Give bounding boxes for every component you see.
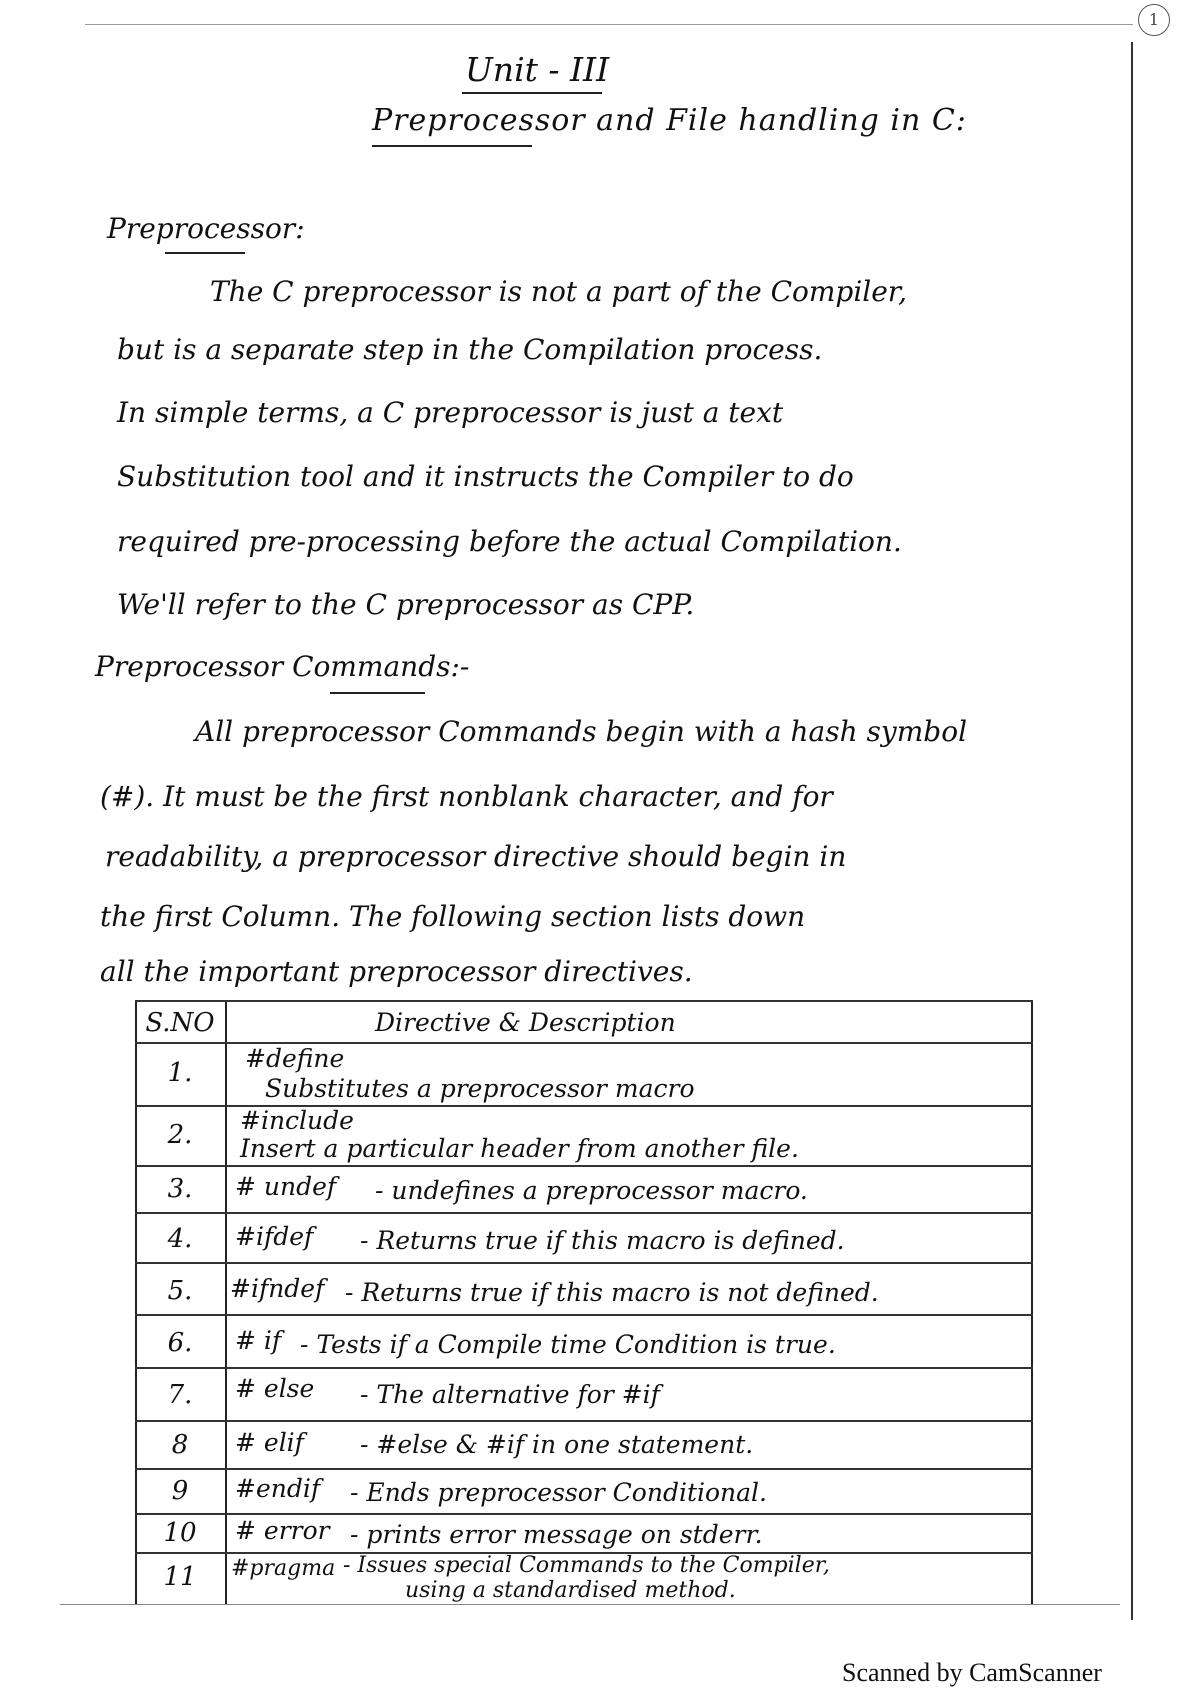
table-cell-directive: # if [235,1326,282,1355]
paragraph-line: We'll refer to the C preprocessor as CPP. [117,588,695,621]
table-row-line [135,1262,1033,1264]
page-edge-right [1131,42,1133,1620]
paragraph-line: required pre-processing before the actual Compilation. [117,525,902,558]
table-header-sno: S.NO [145,1008,215,1038]
table-cell-sno: 9 [171,1476,189,1506]
table-cell-sno: 7. [167,1380,193,1410]
table-cell-sno: 5. [167,1276,193,1306]
page-edge-top [85,24,1133,25]
scanner-watermark: Scanned by CamScanner [842,1658,1102,1687]
paragraph-line: In simple terms, a C preprocessor is just a text [117,396,784,429]
table-cell-sno: 8 [171,1430,189,1460]
table-row-line [135,1212,1033,1214]
table-cell-directive: #define [245,1044,345,1073]
table-cell-directive: #endif [235,1474,321,1503]
table-cell-sno: 4. [167,1224,193,1254]
table-cell-directive: # undef [235,1172,337,1201]
paragraph-line: but is a separate step in the Compilation process. [117,333,823,366]
paragraph-line: All preprocessor Commands begin with a hash symbol [195,715,968,748]
table-row-line [135,1468,1033,1470]
table-row-line [135,1314,1033,1316]
table-header-directive: Directive & Description [375,1008,676,1037]
table-cell-description: Substitutes a preprocessor macro [265,1074,695,1103]
table-cell-sno: 6. [167,1328,193,1358]
table-row-line [135,1367,1033,1369]
table-cell-directive: #include [240,1106,354,1135]
table-cell-directive: # elif [235,1428,304,1457]
paragraph-line: readability, a preprocessor directive should begin in [105,840,847,873]
table-cell-description: - Ends preprocessor Conditional. [350,1478,768,1507]
table-cell-sno: 1. [167,1058,193,1088]
table-cell-description: - undefines a preprocessor macro. [375,1176,808,1205]
paragraph-line: The C preprocessor is not a part of the Compiler, [210,275,908,308]
table-cell-description: - Issues special Commands to the Compiler, [343,1553,830,1578]
page-number-circle: 1 [1138,4,1170,36]
directives-table [135,1000,1033,1604]
heading-underline [165,252,245,254]
table-cell-description: - Tests if a Compile time Condition is true. [300,1330,836,1359]
main-title: Preprocessor and File handling in C: [372,103,967,138]
table-cell-description: - The alternative for #if [360,1380,660,1409]
main-title-underline [372,145,532,147]
paragraph-line: Substitution tool and it instructs the Compiler to do [117,460,854,493]
table-row-line [135,1000,1033,1002]
table-row-line [135,1165,1033,1167]
table-cell-sno: 3. [167,1174,193,1204]
table-cell-description-continued: using a standardised method. [405,1578,736,1603]
table-cell-sno: 2. [167,1120,193,1150]
table-row-line [135,1513,1033,1515]
table-cell-directive: # error [235,1516,330,1545]
section-heading-preprocessor: Preprocessor: [107,212,305,245]
table-cell-description: - prints error message on stderr. [350,1520,763,1549]
table-cell-directive: # else [235,1374,315,1403]
table-cell-sno: 11 [163,1562,197,1592]
table-cell-description: - Returns true if this macro is not defined. [345,1278,879,1307]
page-edge-bottom [60,1604,1120,1605]
unit-title: Unit - III [465,50,610,89]
paragraph-line: all the important preprocessor directives. [100,955,693,988]
section-heading-preprocessor-commands: Preprocessor Commands:- [95,650,470,683]
table-cell-directive: #ifndef [230,1274,325,1303]
table-cell-directive: #ifdef [235,1222,314,1251]
heading-underline [330,692,425,694]
table-cell-description: Insert a particular header from another file. [240,1134,799,1163]
table-cell-description: - Returns true if this macro is defined. [360,1226,845,1255]
unit-title-underline [462,92,602,94]
table-cell-description: - #else & #if in one statement. [360,1430,754,1459]
table-row-line [135,1420,1033,1422]
table-cell-directive: #pragma [231,1556,336,1581]
paragraph-line: the first Column. The following section lists down [100,900,806,933]
table-cell-sno: 10 [163,1518,197,1548]
paragraph-line: (#). It must be the first nonblank character, and for [100,780,833,813]
